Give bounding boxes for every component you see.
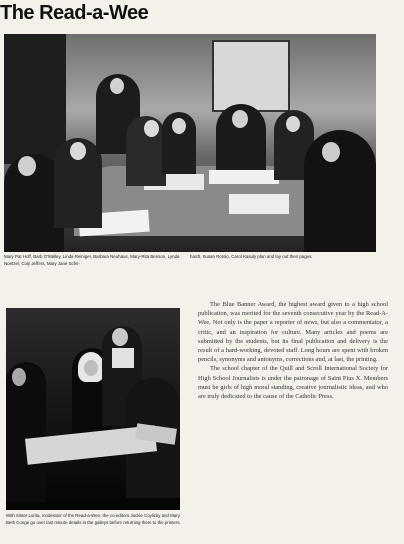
page-title: The Read-a-Wee xyxy=(0,2,149,24)
editors-photo xyxy=(6,308,180,510)
photo-caption-right: hardt, Susan Rotolo, Carol Kasuly plan and lay out their pages. xyxy=(190,254,313,259)
article-paragraph: The school chapter of the Quill and Scroll International Society for High School Journalists is under the patronage of Saint Pius X. Members must be girls of high moral standing, creative journalistic ideas, and who are truly dedicated to the cause of the Catholic Press. xyxy=(198,365,388,401)
papers xyxy=(229,194,289,214)
face xyxy=(70,142,86,160)
face xyxy=(18,156,36,176)
face xyxy=(144,120,159,137)
face xyxy=(112,328,128,346)
face xyxy=(12,368,26,386)
wall-picture xyxy=(212,40,290,112)
photo-caption-left: Mary Pat Hoff, Barb O'Malley, Linda Reiniger, Barbara Neuhaus, Mary-Rita Benson, Lynda Noetzel, Coly Jeffers, Mary Jane Schs- xyxy=(4,254,180,266)
student-figure xyxy=(6,362,46,502)
article-paragraph: The Blue Banner Award, the highest award given to a high school publication, was merited for the seventh consecutive year by the Read-A-Wee. Not only is the paper a reporter of news, but also a commentator, a critic, and an inspiration for culture. Many articles and poems are submitted by the students, but its final publication and delivery is the result of a hard-working, devoted staff. Long hours are spent with broken pencils, synonyms and antonyms, corrections and, at last, the printing. xyxy=(198,301,388,364)
window xyxy=(4,34,66,164)
collar xyxy=(112,348,134,368)
face xyxy=(110,78,124,94)
face xyxy=(172,118,186,134)
face xyxy=(232,110,248,128)
face xyxy=(286,116,300,132)
article-text xyxy=(198,300,388,401)
student-figure xyxy=(304,130,376,252)
face xyxy=(84,360,98,376)
face xyxy=(322,142,340,162)
papers xyxy=(209,170,279,184)
photo-caption-bottom: With Sister Lorita, moderator of the Read-a-Wee, the co-editors Jackie Coylicky and Mary Beth Conge go over last minute details in the galleys before returning them to the printers. xyxy=(6,513,181,525)
group-photo xyxy=(4,34,376,252)
